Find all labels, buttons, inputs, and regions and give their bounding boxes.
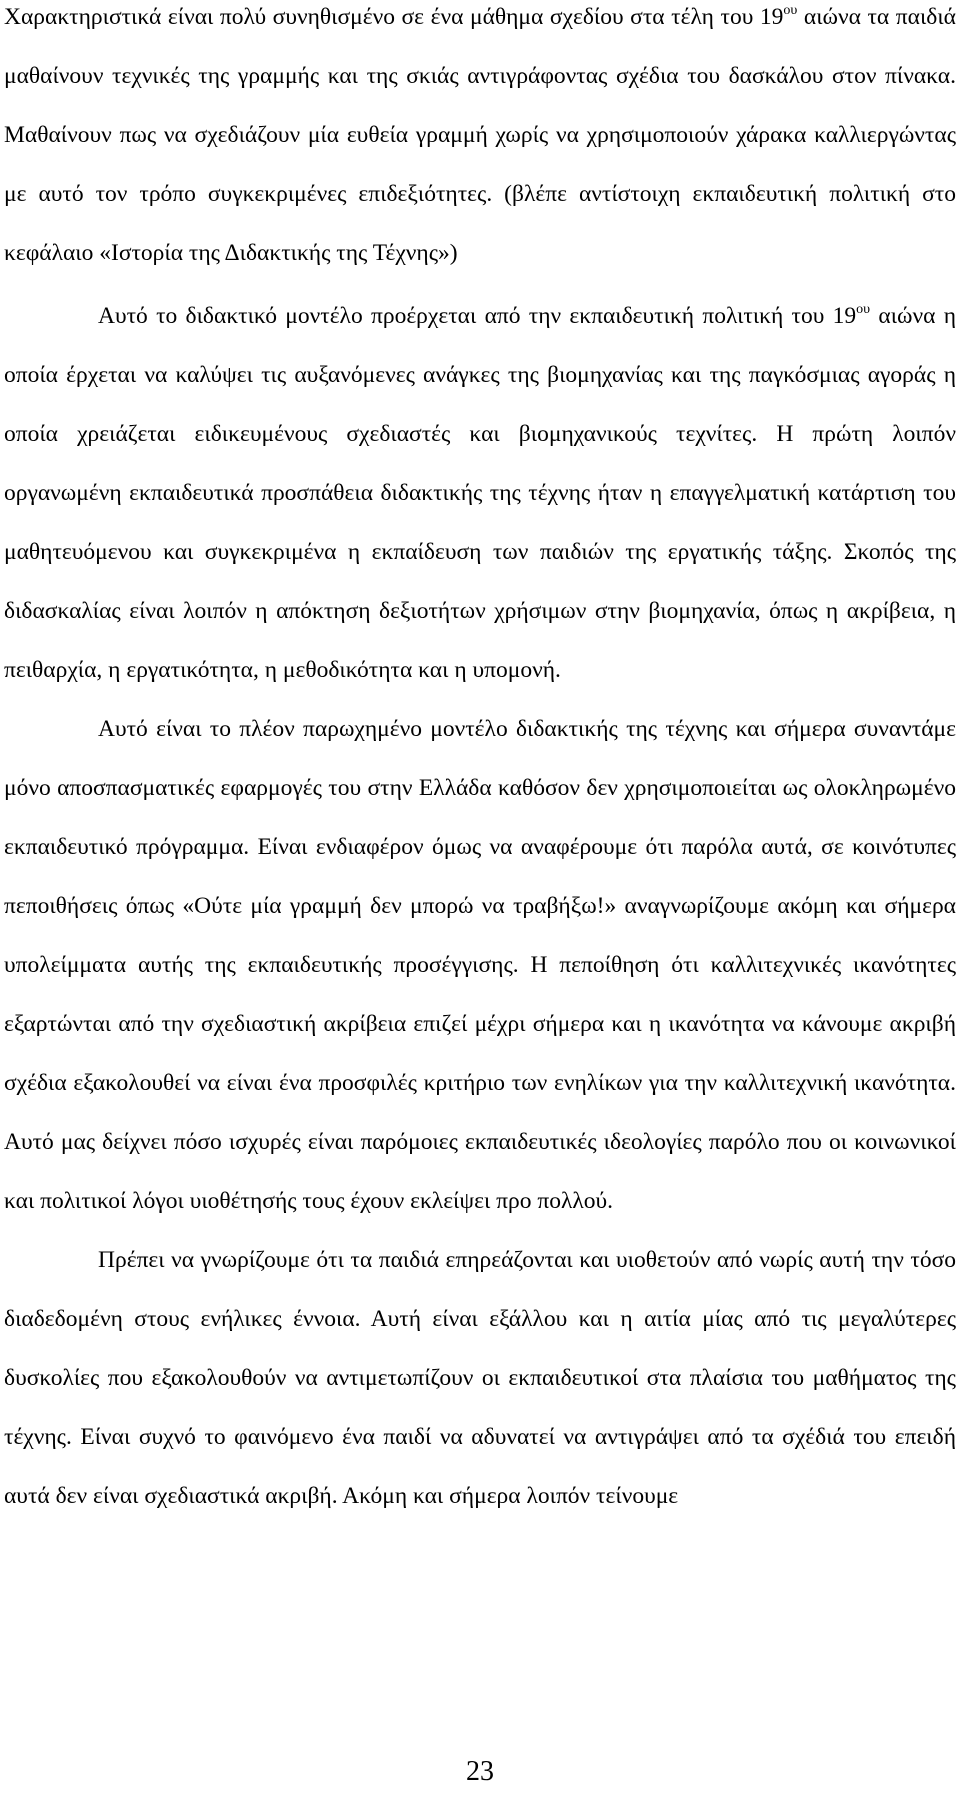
paragraph-2	[4, 287, 956, 700]
paragraph-4: Πρέπει να γνωρίζουμε ότι τα παιδιά επηρεάζονται και υιοθετούν από νωρίς αυτή την τόσο διαδεδομένη στους ενήλικες έννοια. Αυτή είναι εξάλλου και η αιτία μίας από τις μεγαλύτερες δυσκολίες που εξακολουθούν να αντιμετωπίζουν οι εκπαιδευτικοί στα πλαίσια του μαθήματος της τέχνης. Είναι συχνό το φαινόμενο ένα παιδί να αδυνατεί να αντιγράψει από τα σχέδιά του επειδή αυτά δεν είναι σχεδιαστικά ακριβή. Ακόμη και σήμερα λοιπόν τείνουμε	[4, 1247, 956, 1509]
paragraph-2-text-a: Αυτό το διδακτικό μοντέλο προέρχεται από την εκπαιδευτική πολιτική του 19	[98, 303, 857, 329]
document-page	[4, 0, 956, 1526]
paragraph-3: Αυτό είναι το πλέον παρωχημένο μοντέλο διδακτικής της τέχνης και σήμερα συναντάμε μόνο αποσπασματικές εφαρμογές του στην Ελλάδα καθόσον δεν χρησιμοποιείται ως ολοκληρωμένο εκπαιδευτικό πρόγραμμα. Είναι ενδιαφέρον όμως να αναφέρουμε ότι παρόλα αυτά, σε κοινότυπες πεποιθήσεις όπως «Ούτε μία γραμμή δεν μπορώ να τραβήξω!» αναγνωρίζουμε ακόμη και σήμερα υπολείμματα αυτής της εκπαιδευτικής προσέγγισης. Η πεποίθηση ότι καλλιτεχνικές ικανότητες εξαρτώνται από την σχεδιαστική ακρίβεια επιζεί μέχρι σήμερα και η ικανότητα να κάνουμε ακριβή σχέδια εξακολουθεί να είναι ένα προσφιλές κριτήριο των ενηλίκων για την καλλιτεχνική ικανότητα. Αυτό μας δείχνει πόσο ισχυρές είναι παρόμοιες εκπαιδευτικές ιδεολογίες παρόλο που οι κοινωνικοί και πολιτικοί λόγοι υιοθέτησής τους έχουν εκλείψει προ πολλού.	[4, 716, 956, 1214]
paragraph-1	[4, 0, 956, 283]
page-number: 23	[466, 1756, 494, 1787]
paragraph-2-text-b: αιώνα η οποία έρχεται να καλύψει τις αυξανόμενες ανάγκες της βιομηχανίας και της παγκόσμιας αγοράς η οποία χρειάζεται ειδικευμένους σχεδιαστές και βιομηχανικούς τεχνίτες. Η πρώτη λοιπόν οργανωμένη εκπαιδευτικά προσπάθεια διδακτικής της τέχνης ήταν η επαγγελματική κατάρτιση του μαθητευόμενου και συγκεκριμένα η εκπαίδευση των παιδιών της εργατικής τάξης. Σκοπός της διδασκαλίας είναι λοιπόν η απόκτηση δεξιοτήτων χρήσιμων στην βιομηχανία, όπως η ακρίβεια, η πειθαρχία, η εργατικότητα, η μεθοδικότητα και η υπομονή.	[4, 303, 956, 683]
paragraph-1-text-a: Χαρακτηριστικά είναι πολύ συνηθισμένο σε ένα μάθημα σχεδίου στα τέλη του 19	[4, 4, 784, 30]
paragraph-1-text-b: αιώνα τα παιδιά μαθαίνουν τεχνικές της γραμμής και της σκιάς αντιγράφοντας σχέδια του δασκάλου στον πίνακα. Μαθαίνουν πως να σχεδιάζουν μία ευθεία γραμμή χωρίς να χρησιμοποιούν χάρακα καλλιεργώντας με αυτό τον τρόπο συγκεκριμένες επιδεξιότητες. (βλέπε αντίστοιχη εκπαιδευτική πολιτική στο κεφάλαιο «Ιστορία της Διδακτικής της Τέχνης»)	[4, 4, 956, 266]
paragraph-2-superscript: ου	[856, 302, 871, 317]
paragraph-1-superscript: ου	[783, 3, 798, 18]
